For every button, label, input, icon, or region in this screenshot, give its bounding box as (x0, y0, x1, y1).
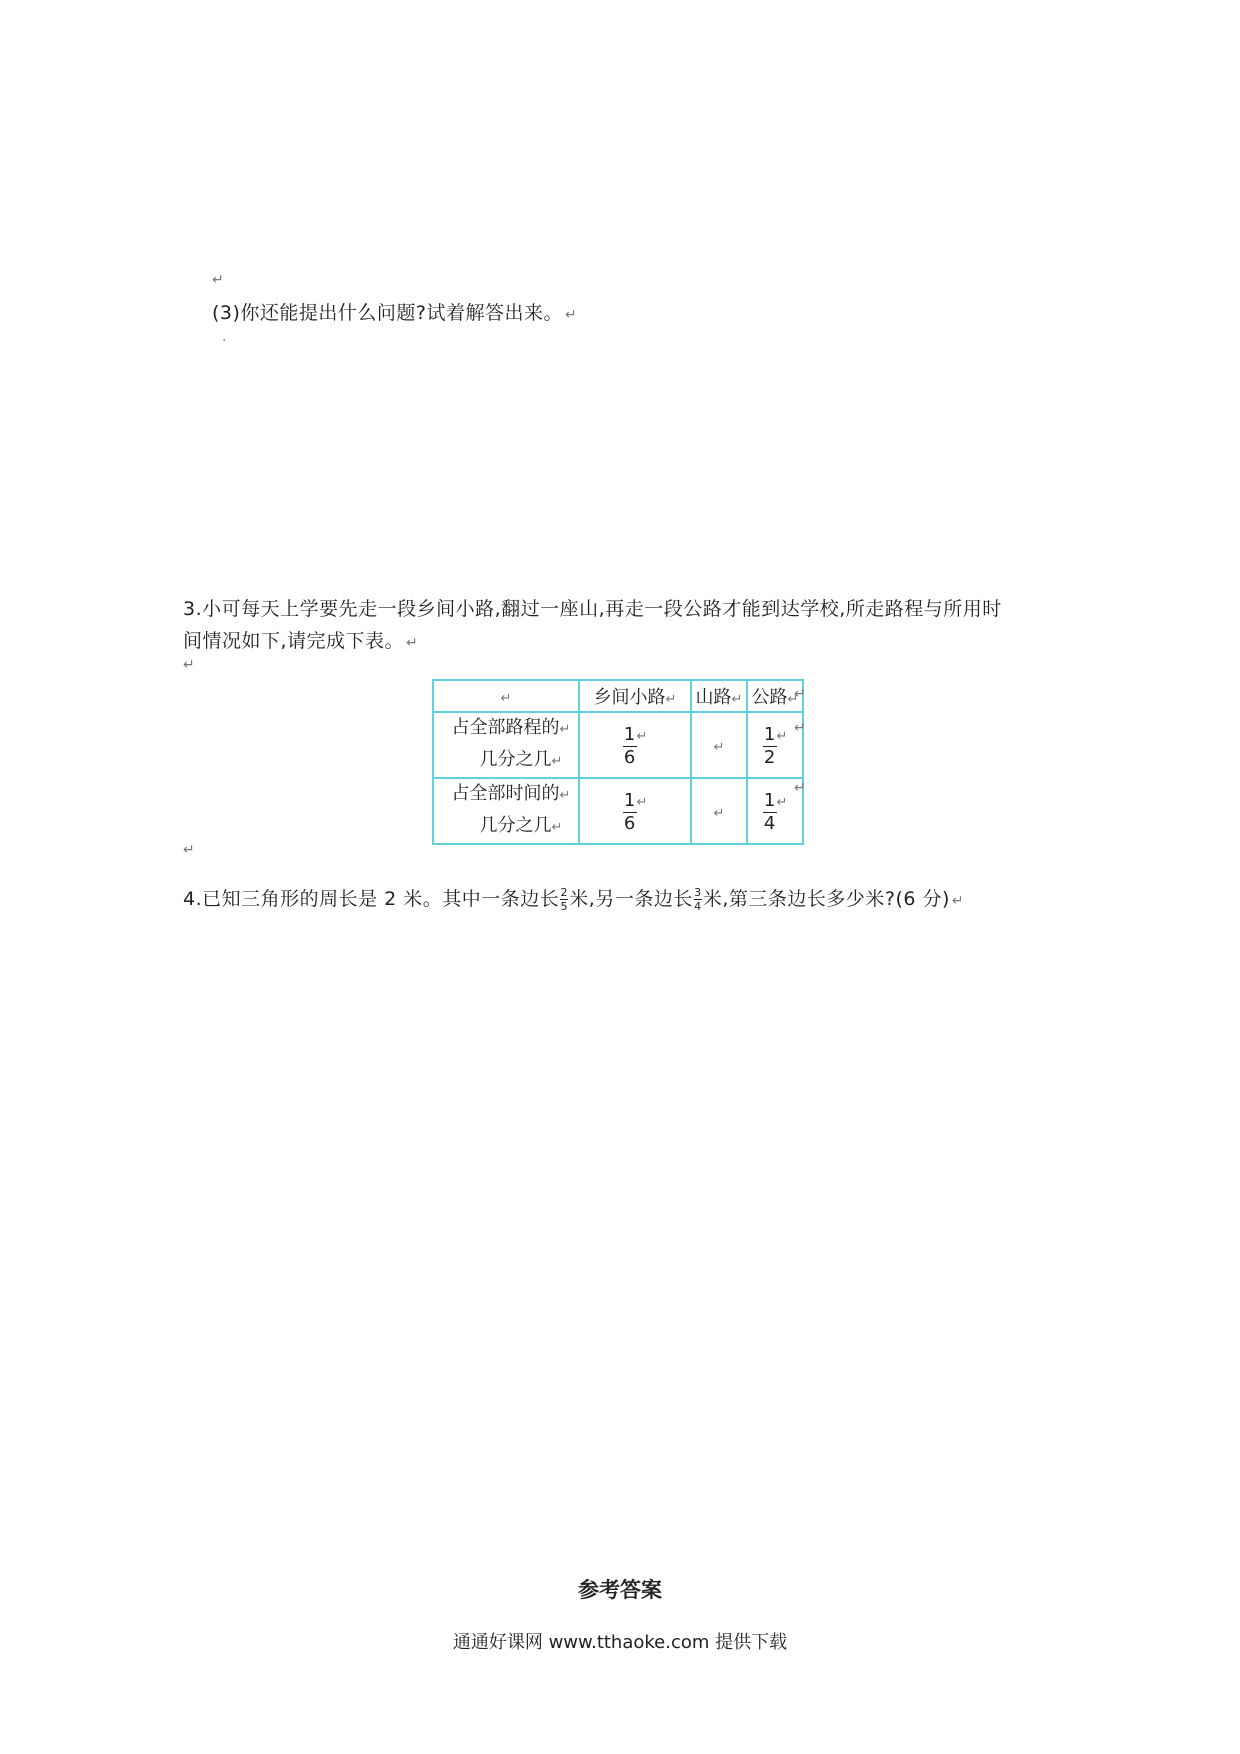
paragraph-mark: ↵ (183, 657, 195, 673)
cell-distance-village: $\frac{1}{6}$ ↵ (579, 712, 691, 778)
page-footer: 通通好课网 www.tthaoke.com 提供下载 (452, 1632, 788, 1653)
fraction: $\frac{1}{4}$ (763, 789, 776, 834)
cell-time-highway: $\frac{1}{4}$ ↵ (747, 778, 803, 844)
table-header-village-road: 乡间小路↵ (579, 680, 691, 712)
row-label-distance: 占全部路程的↵ 几分之几↵ (433, 712, 579, 778)
fraction-three-quarters: $\frac{3}{4}$ (694, 886, 702, 913)
question-4 (183, 884, 964, 912)
question-3-text-1: 3.小可每天上学要先走一段乡间小路,翻过一座山,再走一段公路才能到达学校,所走路程与所用时 (183, 598, 1002, 620)
paragraph-mark: ↵ (951, 893, 965, 909)
paragraph-mark: ↵ (565, 307, 578, 323)
table-row (433, 778, 803, 844)
table-row (433, 712, 803, 778)
question-4-text-3: 米,第三条边长多少米?(6 分) (702, 888, 950, 910)
cell-distance-highway: $\frac{1}{2}$ ↵ (747, 712, 803, 778)
subquestion-text: (3)你还能提出什么问题?试着解答出来。 (212, 302, 563, 324)
fraction-two-fifths: $\frac{2}{5}$ (560, 886, 569, 913)
row-end-mark: ↵ (794, 780, 806, 796)
question-3-subquestion (212, 298, 577, 325)
table-header-mountain-road: 山路↵ (691, 680, 747, 712)
row-label-time: 占全部时间的↵ 几分之几↵ (433, 778, 579, 844)
paragraph-mark: ↵ (212, 272, 224, 288)
cell-time-village: $\frac{1}{6}$ ↵ (579, 778, 691, 844)
distance-time-table (432, 679, 804, 845)
row-end-mark: ↵ (794, 720, 806, 736)
answer-heading: 参考答案 (578, 1577, 662, 1602)
table-header-row (433, 680, 803, 712)
cell-time-mountain-blank[interactable]: ↵ (691, 778, 747, 844)
dot-mark: · (222, 333, 227, 349)
fraction: $\frac{1}{6}$ (623, 789, 636, 834)
question-4-text-2: 米,另一条边长 (569, 888, 693, 910)
cell-distance-mountain-blank[interactable]: ↵ (691, 712, 747, 778)
question-3-line-2 (183, 626, 418, 653)
paragraph-mark: ↵ (406, 635, 419, 651)
row-end-mark: ↵ (794, 686, 806, 702)
fraction: $\frac{1}{2}$ (763, 723, 776, 768)
question-4-text-1: 4.已知三角形的周长是 2 米。其中一条边长 (183, 888, 560, 910)
question-3-line-1 (183, 594, 1002, 621)
table-header-empty: ↵ (433, 680, 579, 712)
question-3-text-2: 间情况如下,请完成下表。 (183, 630, 405, 652)
fraction: $\frac{1}{6}$ (623, 723, 636, 768)
table-header-highway: 公路↵ (747, 680, 803, 712)
paragraph-mark: ↵ (183, 842, 195, 858)
